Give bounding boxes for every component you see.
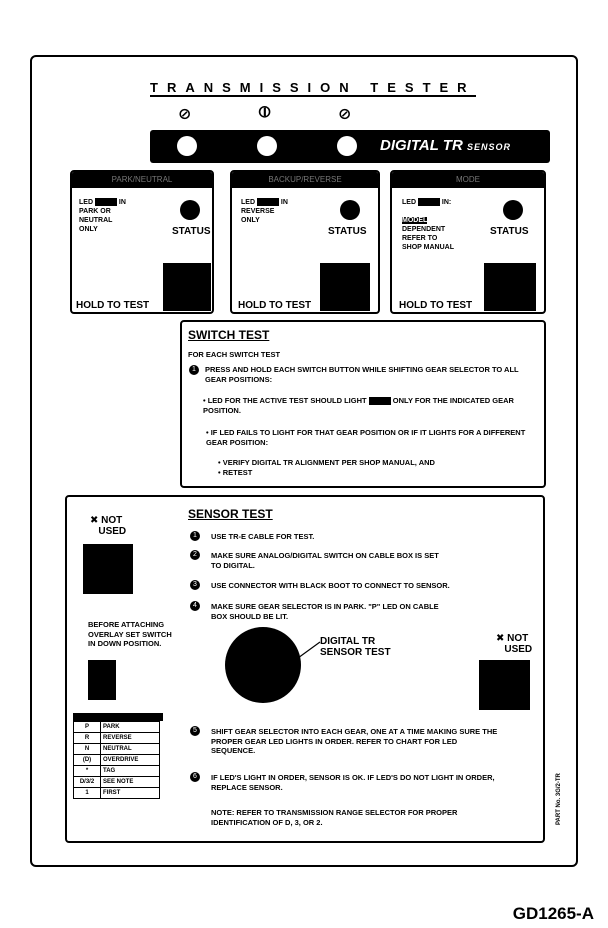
sensor-test-connector[interactable] bbox=[225, 627, 301, 703]
gear-code-cell: P bbox=[74, 722, 101, 733]
table-row bbox=[74, 722, 160, 733]
gear-symbol-1: ⊘ bbox=[178, 106, 192, 123]
step-number-4: 4 bbox=[190, 601, 200, 611]
status-led bbox=[503, 200, 523, 220]
figure-id: GD1265-A bbox=[512, 904, 594, 923]
sensor-test-label: DIGITAL TR SENSOR TEST bbox=[320, 636, 391, 658]
hold-to-test-label: HOLD TO TEST bbox=[399, 300, 473, 311]
led-instruction: LED IN REVERSE ONLY bbox=[241, 199, 288, 224]
gear-code-cell: D/3/2 bbox=[74, 777, 101, 788]
not-used-button-left bbox=[83, 544, 133, 594]
sensor-step-2: MAKE SURE ANALOG/DIGITAL SWITCH ON CABLE BOX IS SET TO DIGITAL. bbox=[211, 551, 439, 570]
gear-led-chart bbox=[73, 713, 163, 799]
not-used-left: ✖ NOT USED bbox=[90, 515, 127, 537]
gear-name-cell: SEE NOTE bbox=[101, 777, 160, 788]
table-row bbox=[74, 744, 160, 755]
status-led bbox=[340, 200, 360, 220]
gear-symbol-3: ⊘ bbox=[338, 106, 352, 123]
switch-test-sub-2: • RETEST bbox=[218, 468, 253, 477]
gear-name-cell: OVERDRIVE bbox=[101, 755, 160, 766]
hold-to-test-button[interactable] bbox=[163, 263, 211, 311]
step-number-1: 1 bbox=[189, 365, 199, 375]
gear-symbol-2: ⦶ bbox=[259, 104, 271, 121]
sensor-step-1: USE TR-E CABLE FOR TEST. bbox=[211, 532, 315, 541]
table-row bbox=[74, 777, 160, 788]
page-title: TRANSMISSION TESTER bbox=[150, 80, 476, 95]
panel-header: MODE bbox=[392, 172, 544, 188]
table-row bbox=[74, 733, 160, 744]
table-row bbox=[74, 766, 160, 777]
hold-to-test-button[interactable] bbox=[320, 263, 370, 311]
gear-code-cell: R bbox=[74, 733, 101, 744]
gear-name-cell: PARK bbox=[101, 722, 160, 733]
gear-code-cell: * bbox=[74, 766, 101, 777]
gear-name-cell: NEUTRAL bbox=[101, 744, 160, 755]
table-row bbox=[74, 788, 160, 799]
gear-code-cell: 1 bbox=[74, 788, 101, 799]
sensor-step-3: USE CONNECTOR WITH BLACK BOOT TO CONNECT TO SENSOR. bbox=[211, 581, 450, 590]
sensor-step-6: IF LED'S LIGHT IN ORDER, SENSOR IS OK. IF LED'S DO NOT LIGHT IN ORDER, REPLACE SENSOR. bbox=[211, 773, 495, 792]
part-number: PART No. 3G/2-TR bbox=[556, 773, 562, 825]
indicator-hole-2 bbox=[257, 136, 277, 156]
not-used-button-right bbox=[479, 660, 530, 710]
status-label: STATUS bbox=[490, 226, 529, 237]
gear-name-cell: REVERSE bbox=[101, 733, 160, 744]
gear-table bbox=[73, 721, 160, 799]
switch-test-bullet-2: • IF LED FAILS TO LIGHT FOR THAT GEAR POSITION OR IF IT LIGHTS FOR A DIFFERENT GEAR POSITION: bbox=[206, 428, 526, 447]
step-number-5: 5 bbox=[190, 726, 200, 736]
status-label: STATUS bbox=[172, 226, 211, 237]
gear-code-cell: (D) bbox=[74, 755, 101, 766]
gear-code-cell: N bbox=[74, 744, 101, 755]
gear-name-cell: TAG bbox=[101, 766, 160, 777]
sensor-note: NOTE: REFER TO TRANSMISSION RANGE SELECTOR FOR PROPER IDENTIFICATION OF D, 3, OR 2. bbox=[211, 808, 458, 827]
indicator-hole-1 bbox=[177, 136, 197, 156]
indicator-hole-3 bbox=[337, 136, 357, 156]
sensor-step-4: MAKE SURE GEAR SELECTOR IS IN PARK. "P" LED ON CABLE BOX SHOULD BE LIT. bbox=[211, 602, 439, 621]
hold-to-test-label: HOLD TO TEST bbox=[238, 300, 312, 311]
brand-label: DIGITAL TR SENSOR bbox=[380, 137, 511, 154]
panel-header: BACKUP/REVERSE bbox=[232, 172, 378, 188]
gear-name-cell: FIRST bbox=[101, 788, 160, 799]
step-number-3: 3 bbox=[190, 580, 200, 590]
hold-to-test-button[interactable] bbox=[484, 263, 536, 311]
before-attaching-note: BEFORE ATTACHING OVERLAY SET SWITCH IN DOWN POSITION. bbox=[88, 620, 172, 648]
panel-header: PARK/NEUTRAL bbox=[72, 172, 212, 188]
led-instruction: LED IN: MODEL DEPENDENT REFER TO SHOP MANUAL bbox=[402, 199, 454, 251]
status-label: STATUS bbox=[328, 226, 367, 237]
overlay-switch[interactable] bbox=[88, 660, 116, 700]
step-number-6: 6 bbox=[190, 772, 200, 782]
hold-to-test-label: HOLD TO TEST bbox=[76, 300, 150, 311]
switch-test-title: SWITCH TEST bbox=[188, 328, 270, 342]
switch-test-step: PRESS AND HOLD EACH SWITCH BUTTON WHILE SHIFTING GEAR SELECTOR TO ALL GEAR POSITIONS: bbox=[205, 365, 519, 384]
switch-test-intro: FOR EACH SWITCH TEST bbox=[188, 350, 281, 359]
step-number-2: 2 bbox=[190, 550, 200, 560]
step-number-1: 1 bbox=[190, 531, 200, 541]
sensor-test-title: SENSOR TEST bbox=[188, 507, 273, 521]
chart-header bbox=[73, 713, 163, 721]
pointer-line bbox=[298, 640, 322, 660]
switch-test-bullet-1: • LED FOR THE ACTIVE TEST SHOULD LIGHT ONLY FOR THE INDICATED GEAR POSITION. bbox=[203, 396, 514, 415]
sensor-step-5: SHIFT GEAR SELECTOR INTO EACH GEAR, ONE AT A TIME MAKING SURE THE PROPER GEAR LED LIGHTS IN ORDER. REFER TO CHART FOR LED SEQUENCE. bbox=[211, 727, 498, 755]
status-led bbox=[180, 200, 200, 220]
led-instruction: LED IN PARK OR NEUTRAL ONLY bbox=[79, 199, 126, 233]
table-row bbox=[74, 755, 160, 766]
not-used-right: ✖ NOT USED bbox=[496, 633, 533, 655]
switch-test-sub-1: • VERIFY DIGITAL TR ALIGNMENT PER SHOP MANUAL, AND bbox=[218, 458, 435, 467]
